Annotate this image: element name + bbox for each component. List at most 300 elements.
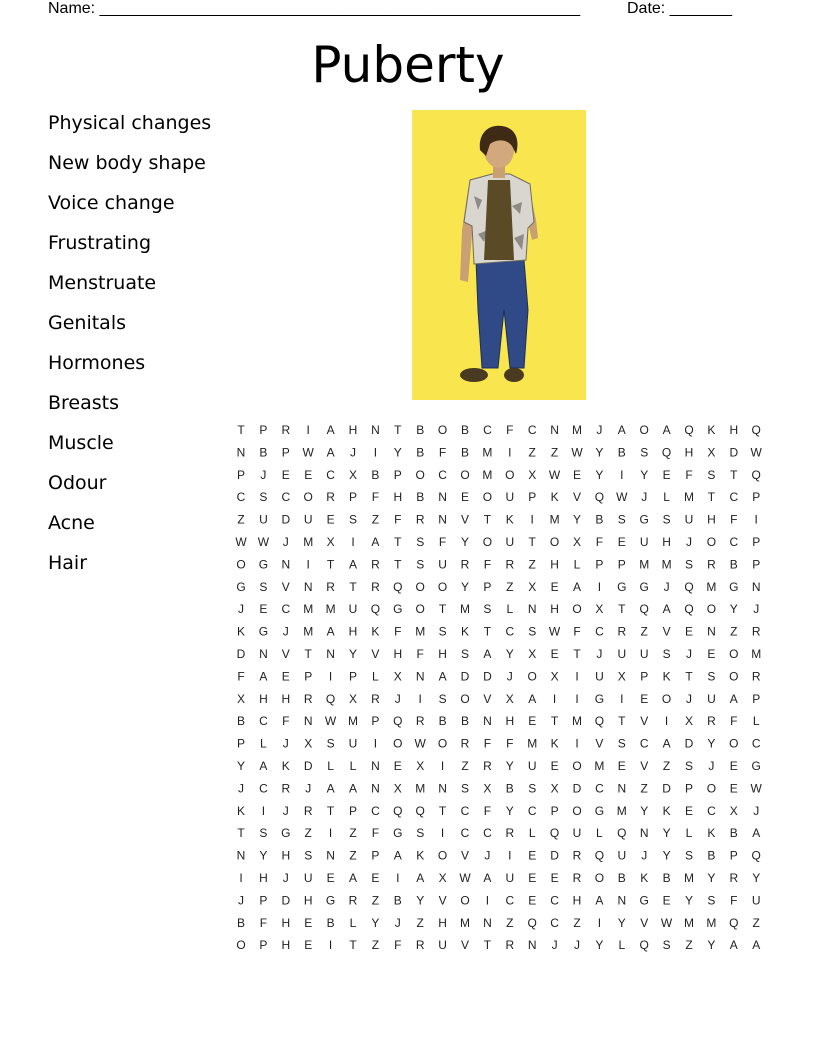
grid-letter: H [572,893,582,908]
grid-letter: D [236,647,246,661]
grid-letter: L [327,759,334,773]
grid-letter: Q [751,467,761,482]
grid-letter: F [237,669,245,684]
grid-letter: Y [707,938,716,953]
grid-letter: Y [460,579,470,594]
grid-letter: L [752,714,760,729]
grid-letter: C [438,467,447,482]
grid-letter: R [751,669,761,684]
grid-row [237,692,760,706]
grid-letter: R [371,557,380,572]
grid-letter: J [574,938,580,953]
grid-letter: C [483,423,492,437]
grid-letter: I [261,803,266,818]
grid-row [237,490,761,504]
grid-letter: W [414,736,426,751]
grid-letter: W [324,714,337,729]
grid-letter: C [505,893,515,908]
grid-letter: V [662,624,671,639]
grid-letter: A [416,871,425,885]
grid-letter: Y [236,759,246,773]
grid-letter: A [348,871,358,885]
grid-letter: E [371,871,380,885]
grid-letter: I [440,759,445,773]
grid-letter: U [303,512,313,527]
grid-letter: W [616,490,628,505]
grid-letter: Y [393,445,402,460]
grid-letter: J [282,736,289,751]
grid-letter: K [460,624,470,639]
grid-letter: C [326,467,335,482]
grid-letter: S [438,691,447,706]
grid-letter: F [371,490,380,505]
grid-letter: F [394,512,402,527]
grid-letter: P [483,579,492,594]
grid-letter: R [371,579,380,594]
grid-letter: Q [639,938,649,953]
grid-letter: U [505,490,515,505]
grid-row [237,647,762,661]
grid-letter: N [236,445,246,460]
grid-letter: Y [684,893,694,908]
grid-letter: W [235,535,247,549]
grid-letter: A [483,871,492,885]
grid-letter: H [393,490,403,505]
grid-letter: O [594,871,605,885]
grid-letter: T [618,714,626,729]
grid-letter: N [483,915,492,930]
grid-letter: Z [371,938,380,953]
grid-letter: O [415,467,425,482]
teenage-boy-illustration [412,110,586,400]
grid-letter: R [483,759,492,773]
grid-letter: B [236,915,246,930]
grid-letter: N [617,781,627,796]
grid-letter: E [304,467,313,482]
grid-letter: Y [595,445,604,460]
grid-letter: Y [662,826,671,841]
grid-letter: M [684,915,694,930]
grid-letter: J [506,669,513,684]
grid-letter: F [506,736,514,751]
grid-letter: I [396,871,400,885]
grid-letter: Y [259,848,268,863]
grid-letter: U [348,602,358,617]
grid-letter: J [305,781,312,796]
header [48,0,748,20]
grid-letter: C [595,781,604,796]
grid-letter: E [550,579,559,594]
grid-letter: N [707,624,716,639]
grid-letter: W [257,535,270,549]
grid-letter: A [326,445,335,460]
grid-letter: C [460,826,470,841]
grid-letter: T [349,938,357,953]
grid-letter: E [259,602,268,617]
grid-letter: C [729,535,739,549]
grid-letter: Y [416,893,425,908]
grid-letter: I [754,512,758,527]
grid-letter: S [483,602,492,617]
grid-letter: X [438,871,447,885]
grid-row [237,445,763,459]
grid-letter: J [260,467,267,482]
grid-letter: T [326,557,335,572]
grid-letter: L [663,490,670,505]
grid-letter: S [707,893,716,908]
grid-letter: Y [729,602,738,617]
grid-letter: C [236,490,246,505]
grid-letter: I [306,423,310,437]
grid-letter: P [752,535,761,549]
grid-letter: P [236,736,246,751]
grid-letter: M [594,759,605,773]
date-field-label: Date: _______ [627,0,732,17]
grid-letter: J [663,579,670,594]
grid-letter: B [617,871,626,885]
grid-letter: Q [370,602,381,617]
grid-letter: M [460,915,470,930]
grid-letter: D [684,736,694,751]
grid-letter: O [415,602,425,617]
grid-letter: Z [506,915,514,930]
grid-letter: M [684,490,694,505]
grid-letter: O [460,467,470,482]
grid-letter: U [303,871,313,885]
grid-letter: X [236,691,246,706]
grid-letter: A [326,624,335,639]
grid-row [236,938,760,952]
grid-letter: N [438,512,447,527]
grid-letter: G [281,826,291,841]
grid-letter: J [282,871,289,885]
grid-letter: B [460,714,470,729]
grid-letter: R [572,848,582,863]
grid-letter: I [328,938,333,953]
word-list-item: Hormones [48,352,146,374]
grid-letter: U [572,826,582,841]
grid-letter: E [684,624,694,639]
grid-letter: W [459,871,471,885]
grid-letter: X [550,781,559,796]
grid-letter: U [527,759,537,773]
grid-letter: R [348,893,358,908]
grid-letter: E [662,467,671,482]
grid-row [236,580,760,594]
grid-letter: C [483,826,492,841]
grid-letter: P [371,848,380,863]
grid-letter: M [572,714,582,729]
grid-letter: R [281,423,291,437]
grid-letter: K [662,669,671,684]
grid-letter: Q [527,915,537,930]
word-list-item: Muscle [48,432,114,454]
grid-letter: A [617,423,626,437]
grid-letter: R [281,781,291,796]
grid-letter: P [259,938,268,953]
grid-letter: H [393,647,403,661]
grid-letter: K [707,826,716,841]
grid-letter: O [661,691,672,706]
grid-letter: U [438,938,447,953]
grid-letter: P [259,423,268,437]
grid-row [237,423,761,437]
grid-letter: V [371,647,380,661]
grid-letter: P [259,893,268,908]
grid-letter: E [550,647,559,661]
grid-letter: G [594,691,605,706]
grid-letter: Q [415,803,425,818]
grid-letter: M [549,512,560,527]
grid-letter: T [349,579,357,594]
grid-letter: B [595,512,604,527]
grid-letter: X [304,736,313,751]
grid-letter: E [617,535,626,549]
grid-letter: L [573,557,581,572]
grid-letter: Y [572,512,582,527]
grid-letter: F [438,445,447,460]
word-list-item: New body shape [48,152,206,174]
grid-letter: N [303,579,313,594]
grid-letter: X [707,445,716,460]
grid-letter: O [437,736,448,751]
grid-letter: L [372,669,379,684]
grid-letter: T [483,512,492,527]
grid-letter: E [281,669,290,684]
grid-letter: W [750,445,762,460]
grid-letter: F [573,624,581,639]
grid-letter: T [326,803,335,818]
grid-letter: Z [349,848,357,863]
grid-letter: U [639,535,649,549]
letter-grid [229,419,769,959]
grid-letter: D [550,848,559,863]
grid-letter: P [236,467,246,482]
grid-letter: O [729,669,739,684]
grid-letter: W [660,915,673,930]
grid-letter: E [528,848,537,863]
grid-letter: F [259,915,268,930]
grid-letter: N [326,647,335,661]
grid-letter: P [752,557,761,572]
page-title: Puberty [311,36,505,94]
grid-letter: O [303,490,313,505]
grid-letter: Q [751,848,761,863]
grid-letter: E [326,512,335,527]
grid-letter: W [548,467,561,482]
grid-letter: W [548,624,561,639]
grid-letter: I [575,691,579,706]
grid-letter: Y [617,915,626,930]
grid-letter: Y [460,535,470,549]
grid-letter: Z [730,624,738,639]
grid-letter: N [371,423,380,437]
grid-letter: B [438,714,447,729]
grid-letter: Z [550,445,559,460]
grid-letter: Z [528,557,536,572]
grid-letter: Y [662,848,671,863]
grid-letter: E [326,871,335,885]
grid-letter: B [460,423,470,437]
grid-letter: U [707,691,716,706]
grid-letter: A [438,669,447,684]
grid-letter: P [729,848,738,863]
grid-letter: I [306,557,310,572]
grid-letter: E [550,871,559,885]
grid-letter: E [393,759,402,773]
grid-letter: P [617,557,626,572]
grid-letter: R [326,579,335,594]
grid-letter: J [686,535,692,549]
grid-letter: T [394,557,402,572]
grid-letter: Q [393,803,403,818]
grid-letter: R [371,691,380,706]
grid-letter: R [505,938,515,953]
grid-letter: O [460,893,470,908]
grid-letter: Q [684,423,694,437]
grid-letter: E [662,893,671,908]
grid-letter: T [438,803,447,818]
grid-letter: J [641,848,648,863]
grid-letter: O [572,803,582,818]
grid-letter: F [506,423,514,437]
grid-letter: G [639,893,649,908]
grid-letter: X [393,781,402,796]
grid-row [237,916,760,930]
grid-letter: E [684,803,694,818]
grid-letter: F [730,512,738,527]
grid-letter: B [326,915,335,930]
grid-letter: B [416,445,425,460]
grid-letter: Y [505,647,514,661]
grid-letter: Y [707,871,716,885]
grid-letter: Z [528,445,536,460]
grid-letter: B [729,557,738,572]
grid-letter: L [349,915,357,930]
grid-letter: P [348,803,358,818]
grid-letter: F [394,624,402,639]
grid-letter: O [437,423,448,437]
word-list-item: Hair [48,552,88,574]
grid-letter: A [393,848,402,863]
grid-letter: Y [505,803,514,818]
grid-letter: S [707,467,716,482]
grid-letter: E [729,759,738,773]
grid-letter: Z [506,579,514,594]
grid-letter: I [485,893,490,908]
grid-row [237,826,760,840]
grid-letter: M [303,602,314,617]
grid-letter: F [730,893,738,908]
grid-row [237,804,759,818]
grid-letter: L [260,736,267,751]
grid-letter: Y [371,915,380,930]
grid-letter: M [415,781,426,796]
grid-letter: E [572,467,582,482]
grid-letter: C [729,490,739,505]
grid-letter: D [729,445,739,460]
grid-letter: F [394,938,402,953]
grid-letter: C [281,602,291,617]
grid-letter: V [460,512,470,527]
grid-letter: H [281,915,291,930]
grid-letter: X [528,467,537,482]
grid-letter: Q [684,579,694,594]
grid-letter: I [575,736,579,751]
grid-letter: Z [752,915,760,930]
grid-letter: U [639,647,649,661]
grid-letter: Z [640,624,648,639]
grid-letter: S [460,781,470,796]
grid-letter: J [596,423,603,437]
grid-letter: J [394,691,401,706]
grid-letter: V [281,579,290,594]
grid-letter: D [662,781,671,796]
grid-letter: I [664,714,669,729]
name-field-label: Name: ______________________________________________________ [48,0,581,17]
grid-letter: P [281,445,290,460]
grid-letter: J [238,781,244,796]
grid-letter: H [438,915,447,930]
grid-letter: T [237,423,245,437]
grid-letter: B [371,467,380,482]
grid-letter: P [595,557,604,572]
grid-letter: Q [325,691,336,706]
grid-letter: I [373,736,378,751]
grid-letter: Z [685,938,693,953]
grid-letter: A [348,557,358,572]
grid-letter: S [348,512,358,527]
grid-letter: H [707,512,716,527]
grid-letter: O [572,602,582,617]
grid-letter: R [751,624,761,639]
word-list-item: Voice change [48,192,175,214]
grid-letter: G [617,579,627,594]
grid-letter: C [259,781,268,796]
grid-letter: Q [751,423,761,437]
grid-letter: N [236,848,246,863]
grid-letter: G [639,512,649,527]
grid-letter: R [460,557,470,572]
grid-row [237,759,761,773]
grid-letter: T [573,647,581,661]
grid-letter: K [371,624,380,639]
grid-letter: A [371,535,380,549]
grid-letter: O [437,848,448,863]
grid-letter: P [371,714,380,729]
grid-letter: H [281,691,291,706]
grid-letter: Q [393,714,403,729]
grid-row [237,625,761,639]
grid-letter: N [438,781,447,796]
grid-letter: M [482,445,493,460]
grid-letter: G [751,759,761,773]
grid-letter: R [707,557,716,572]
grid-letter: I [575,669,579,684]
grid-letter: T [304,647,312,661]
grid-letter: A [259,759,268,773]
grid-letter: J [596,647,603,661]
grid-letter: S [662,512,671,527]
grid-letter: X [595,602,604,617]
grid-letter: Q [594,490,605,505]
grid-letter: H [303,893,313,908]
grid-letter: S [438,624,447,639]
grid-letter: T [528,535,536,549]
grid-letter: A [483,647,492,661]
grid-letter: L [528,826,536,841]
grid-letter: S [707,669,716,684]
